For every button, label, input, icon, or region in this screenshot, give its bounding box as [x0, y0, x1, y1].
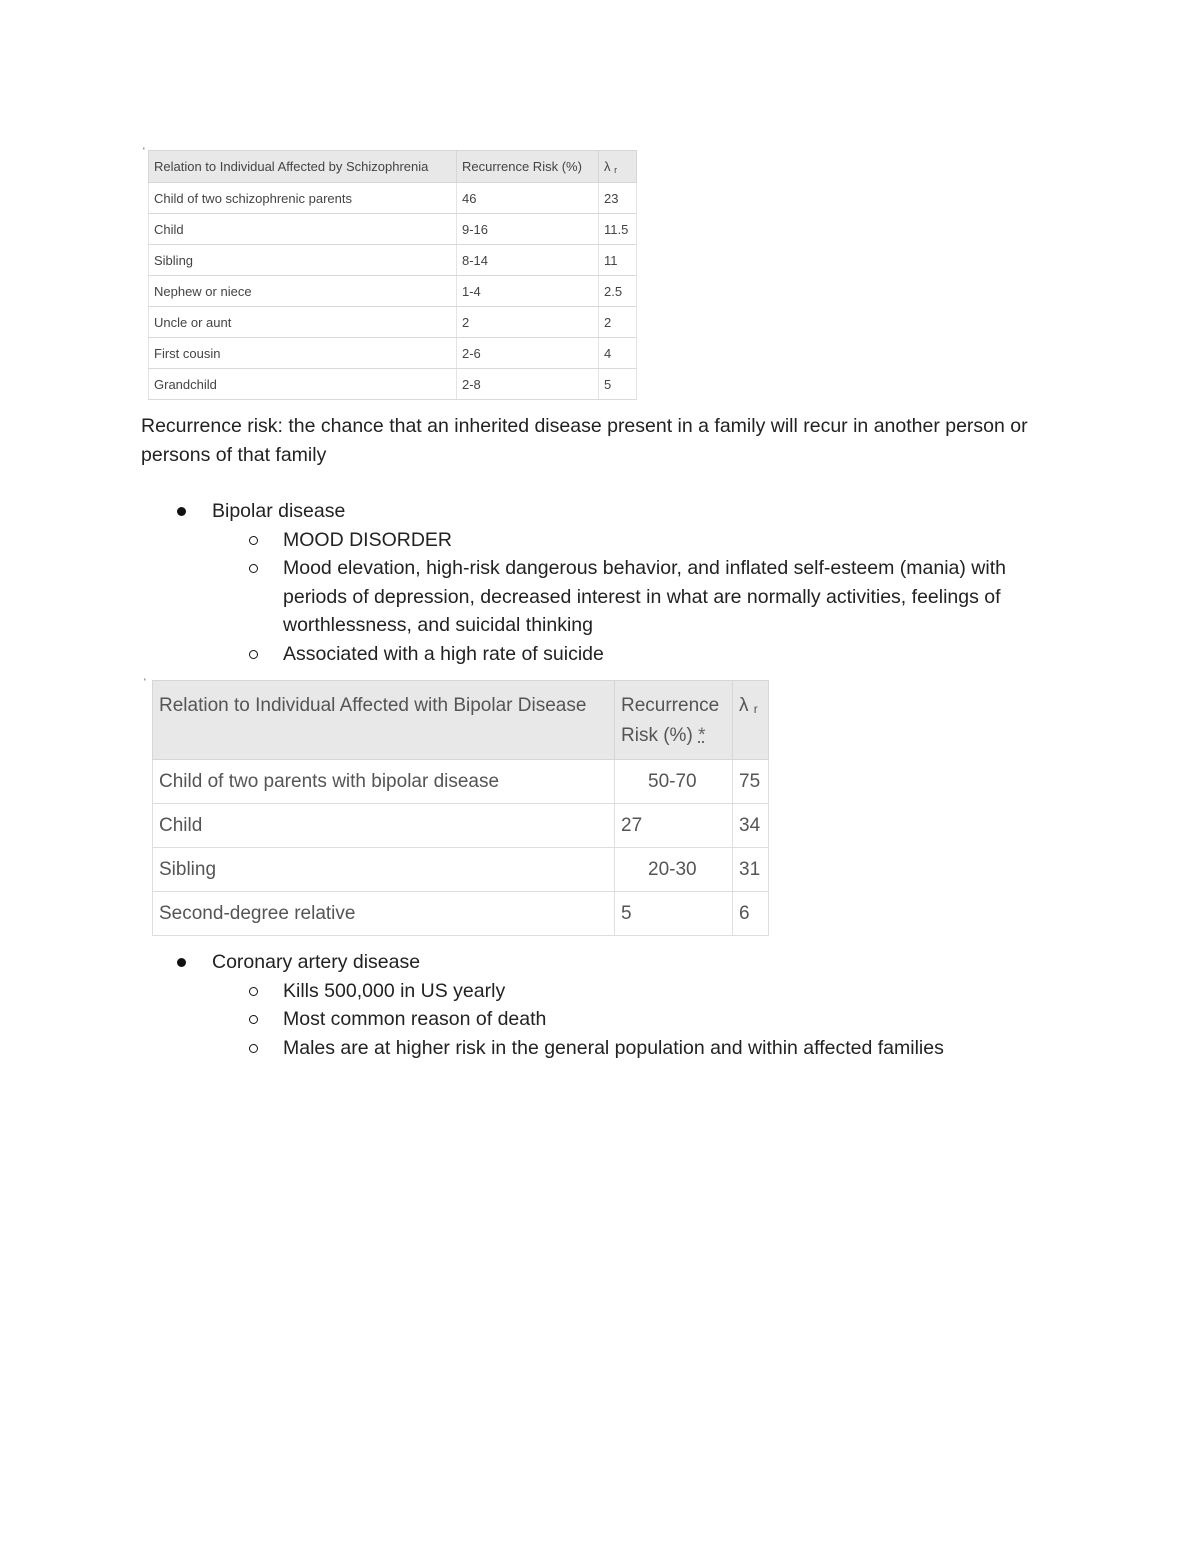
- bullet-icon: [177, 507, 186, 516]
- circle-bullet-icon: [249, 650, 258, 659]
- cell-relation: Sibling: [153, 848, 615, 892]
- table-mark: ': [143, 146, 145, 156]
- list-item-text: MOOD DISORDER: [283, 528, 453, 551]
- list-item: [212, 497, 1052, 668]
- coronary-list: [212, 948, 1052, 1062]
- table-row: [153, 848, 769, 892]
- cell-relation: Nephew or niece: [149, 276, 457, 307]
- table-row: [149, 214, 637, 245]
- cell-relation: Child of two parents with bipolar disease: [153, 760, 615, 804]
- coronary-sub-list: [283, 977, 1052, 1063]
- circle-bullet-icon: [249, 536, 258, 545]
- table-row: [149, 276, 637, 307]
- cell-lambda: 2: [599, 307, 637, 338]
- cell-risk: 50-70: [615, 760, 733, 804]
- list-item: [283, 554, 1052, 640]
- lambda-subscript: r: [753, 702, 758, 716]
- table-header-row: [153, 681, 769, 760]
- cell-relation: Second-degree relative: [153, 892, 615, 936]
- circle-bullet-icon: [249, 1044, 258, 1053]
- column-header-relation: Relation to Individual Affected by Schizophrenia: [149, 151, 457, 183]
- table-mark: ': [144, 677, 146, 687]
- cell-risk: 2-6: [457, 338, 599, 369]
- cell-lambda: 5: [599, 369, 637, 400]
- cell-risk: 9-16: [457, 214, 599, 245]
- circle-bullet-icon: [249, 564, 258, 573]
- list-item: [283, 640, 1052, 669]
- list-item-text: Mood elevation, high-risk dangerous behavior, and inflated self-esteem (mania) with periods of depression, decreased interest in what are normally activities, feelings of worthlessness, and suicidal thinking: [283, 557, 1006, 636]
- table-row: [153, 760, 769, 804]
- list-item: [283, 526, 1052, 555]
- table-header-row: [149, 151, 637, 183]
- bipolar-sub-list: [283, 526, 1052, 669]
- coronary-title: Coronary artery disease: [212, 951, 421, 973]
- table-row: [149, 183, 637, 214]
- table-row: [149, 338, 637, 369]
- bullet-icon: [177, 958, 186, 967]
- circle-bullet-icon: [249, 1015, 258, 1024]
- list-item: [212, 948, 1052, 1062]
- table-row: [149, 369, 637, 400]
- risk-header-label: Recurrence Risk (%): [621, 695, 720, 746]
- cell-relation: Uncle or aunt: [149, 307, 457, 338]
- list-item-text: Associated with a high rate of suicide: [283, 642, 604, 665]
- list-item: [283, 1005, 1052, 1034]
- column-header-risk: Recurrence Risk (%): [457, 151, 599, 183]
- cell-lambda: 2.5: [599, 276, 637, 307]
- cell-relation: Sibling: [149, 245, 457, 276]
- table-row: [149, 307, 637, 338]
- column-header-risk: [615, 681, 733, 760]
- bipolar-title: Bipolar disease: [212, 500, 346, 522]
- list-item-text: Most common reason of death: [283, 1008, 547, 1030]
- cell-relation: Child: [153, 804, 615, 848]
- cell-lambda: 4: [599, 338, 637, 369]
- cell-risk: 8-14: [457, 245, 599, 276]
- circle-bullet-icon: [249, 987, 258, 996]
- cell-relation: Grandchild: [149, 369, 457, 400]
- cell-risk: 2: [457, 307, 599, 338]
- recurrence-risk-definition: Recurrence risk: the chance that an inherited disease present in a family will recur in another person or persons of that family: [141, 415, 1028, 466]
- lambda-subscript: r: [614, 164, 618, 175]
- cell-lambda: 34: [733, 804, 769, 848]
- cell-lambda: 75: [733, 760, 769, 804]
- lambda-symbol: λ: [739, 695, 749, 716]
- cell-risk: 1-4: [457, 276, 599, 307]
- cell-lambda: 31: [733, 848, 769, 892]
- cell-relation: Child of two schizophrenic parents: [149, 183, 457, 214]
- column-header-lambda: [733, 681, 769, 760]
- list-item-text: Kills 500,000 in US yearly: [283, 979, 506, 1002]
- schizophrenia-table: [148, 150, 637, 400]
- cell-lambda: 6: [733, 892, 769, 936]
- list-item-text: Males are at higher risk in the general population and within affected families: [283, 1036, 944, 1059]
- bipolar-table: [152, 680, 769, 936]
- table-row: [153, 892, 769, 936]
- cell-relation: First cousin: [149, 338, 457, 369]
- list-item: [283, 977, 1052, 1006]
- bipolar-list: [212, 497, 1052, 668]
- cell-lambda: 11: [599, 245, 637, 276]
- cell-relation: Child: [149, 214, 457, 245]
- column-header-lambda: [599, 151, 637, 183]
- cell-risk: 46: [457, 183, 599, 214]
- cell-risk: 5: [615, 892, 733, 936]
- lambda-symbol: λ: [604, 158, 611, 174]
- list-item: [283, 1034, 1052, 1063]
- table-row: [149, 245, 637, 276]
- cell-lambda: 11.5: [599, 214, 637, 245]
- footnote-marker[interactable]: *: [698, 725, 706, 746]
- column-header-relation: Relation to Individual Affected with Bipolar Disease: [153, 681, 615, 760]
- cell-risk: 27: [615, 804, 733, 848]
- cell-risk: 20-30: [615, 848, 733, 892]
- cell-risk: 2-8: [457, 369, 599, 400]
- cell-lambda: 23: [599, 183, 637, 214]
- table-row: [153, 804, 769, 848]
